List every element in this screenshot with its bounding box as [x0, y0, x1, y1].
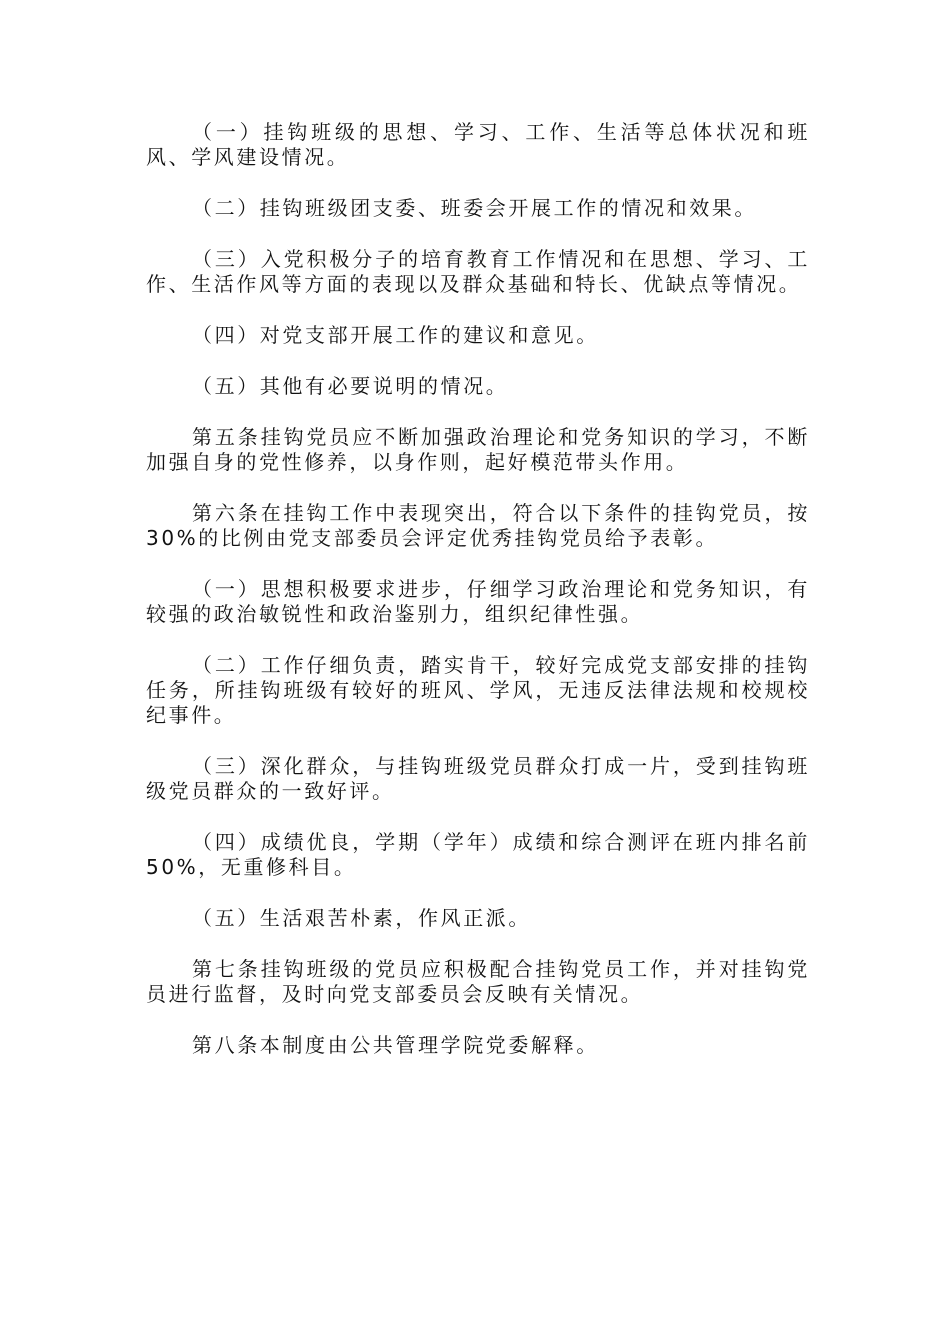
document-body: [146, 120, 810, 1084]
paragraph-3: （三）入党积极分子的培育教育工作情况和在思想、学习、工作、生活作风等方面的表现以及群众基础和特长、优缺点等情况。: [146, 247, 810, 296]
paragraph-4: （四）对党支部开展工作的建议和意见。: [192, 323, 599, 347]
paragraph-6-1: （一）思想积极要求进步，仔细学习政治理论和党务知识，有较强的政治敏锐性和政治鉴别力，组织纪律性强。: [146, 577, 810, 626]
paragraph-article-7: 第七条挂钩班级的党员应积极配合挂钩党员工作，并对挂钩党员进行监督，及时向党支部委员会反映有关情况。: [146, 957, 810, 1006]
paragraph-6-5: （五）生活艰苦朴素，作风正派。: [192, 906, 531, 930]
paragraph-article-6: 第六条在挂钩工作中表现突出，符合以下条件的挂钩党员，按30%的比例由党支部委员会评定优秀挂钩党员给予表彰。: [146, 501, 810, 550]
paragraph-article-5: 第五条挂钩党员应不断加强政治理论和党务知识的学习，不断加强自身的党性修养，以身作则，起好模范带头作用。: [146, 425, 810, 474]
paragraph-article-8: 第八条本制度由公共管理学院党委解释。: [192, 1033, 599, 1057]
paragraph-6-2: （二）工作仔细负责，踏实肯干，较好完成党支部安排的挂钩任务，所挂钩班级有较好的班风、学风，无违反法律法规和校规校纪事件。: [146, 653, 810, 727]
paragraph-1: （一）挂钩班级的思想、学习、工作、生活等总体状况和班风、学风建设情况。: [146, 120, 810, 169]
paragraph-5: （五）其他有必要说明的情况。: [192, 374, 509, 398]
paragraph-6-3: （三）深化群众，与挂钩班级党员群众打成一片，受到挂钩班级党员群众的一致好评。: [146, 754, 810, 803]
paragraph-2: （二）挂钩班级团支委、班委会开展工作的情况和效果。: [192, 196, 757, 220]
paragraph-6-4: （四）成绩优良，学期（学年）成绩和综合测评在班内排名前50%，无重修科目。: [146, 830, 810, 879]
